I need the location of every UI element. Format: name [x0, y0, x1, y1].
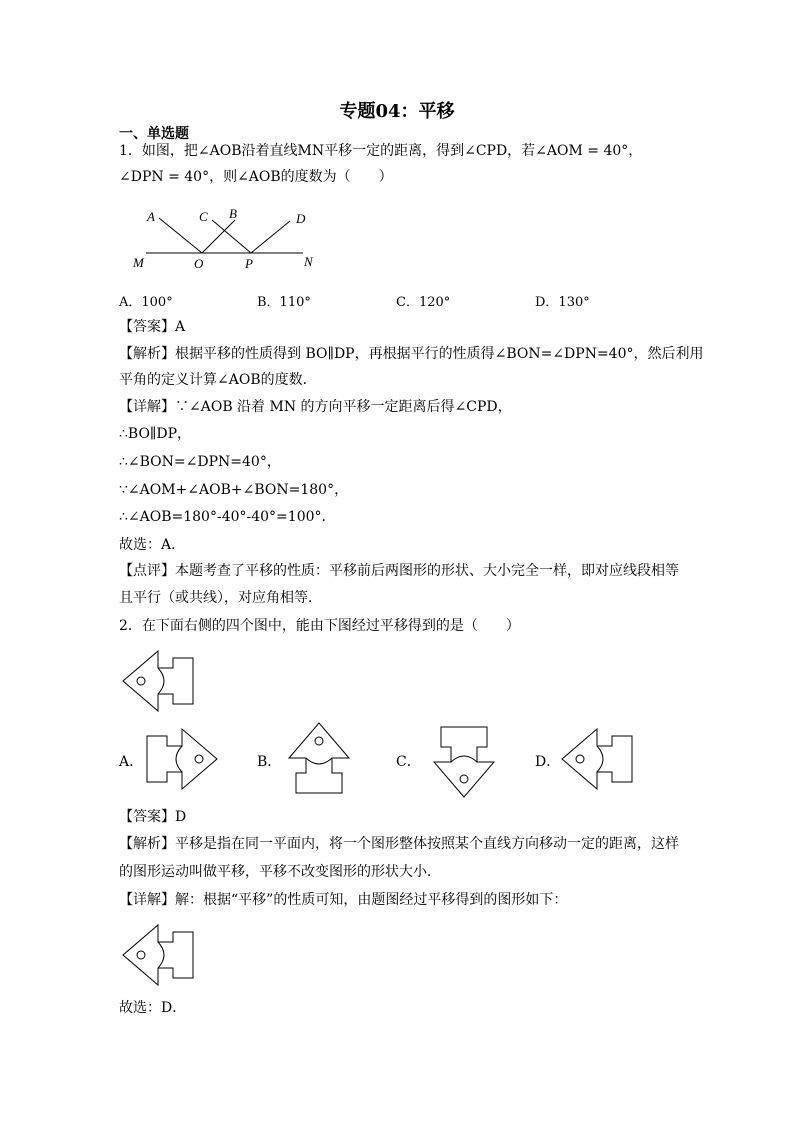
q1-detail-line4: ∵∠AOM+∠AOB+∠BON=180°， — [119, 482, 349, 498]
q2-option-a-label: A． — [119, 754, 144, 770]
q1-detail-line5: ∴∠AOB=180°-40°-40°=100°． — [119, 509, 336, 525]
q1-stem-line1: 1．如图，把∠AOB沿着直线MN平移一定的距离，得到∠CPD，若∠AOM = 40°， — [119, 143, 643, 159]
q1-option-b: B．110° — [257, 295, 311, 310]
q2-original-figure — [122, 650, 194, 712]
q2-stem: 2．在下面右侧的四个图中，能由下图经过平移得到的是（ ） — [119, 618, 520, 634]
q1-answer: 【答案】A — [119, 319, 186, 335]
q2-option-c-label: C． — [396, 754, 421, 770]
q1-figure — [128, 206, 328, 272]
q2-option-a-figure — [146, 728, 218, 790]
q2-result-figure — [122, 924, 194, 986]
q1-detail-line1: 【详解】∵∠AOB 沿着 MN 的方向平移一定距离后得∠CPD， — [119, 399, 512, 415]
ray-oa — [159, 218, 202, 253]
q1-analysis-line2: 平角的定义计算∠AOB的度数． — [119, 372, 317, 388]
q2-detail: 【详解】解：根据“平移”的性质可知，由题图经过平移得到的图形如下： — [119, 892, 568, 908]
label-d: D — [296, 211, 306, 226]
q2-answer: 【答案】D — [119, 809, 187, 825]
label-p: P — [245, 256, 253, 271]
label-m: M — [133, 255, 144, 270]
label-n: N — [304, 254, 313, 269]
q2-conclusion: 故选：D． — [119, 1000, 187, 1016]
label-a: A — [147, 209, 155, 224]
q1-stem-line2: ∠DPN = 40°，则∠AOB的度数为（ ） — [119, 169, 393, 185]
q2-analysis-line1: 【解析】平移是指在同一平面内，将一个图形整体按照某个直线方向移动一定的距离，这样 — [119, 836, 679, 852]
q1-detail-line2: ∴BO∥DP， — [119, 426, 192, 442]
q2-option-b-figure — [286, 722, 350, 796]
q1-option-d: D．130° — [535, 295, 590, 310]
q1-analysis-line1: 【解析】根据平移的性质得到 BO∥DP，再根据平行的性质得∠BON=∠DPN=40°，然后利用 — [119, 346, 704, 362]
q2-option-b-label: B． — [257, 754, 282, 770]
q2-option-d-label: D． — [535, 754, 561, 770]
q1-detail-line3: ∴∠BON=∠DPN=40°， — [119, 454, 281, 470]
label-b: B — [229, 206, 237, 221]
ray-pd — [251, 221, 290, 253]
q1-option-c: C．120° — [396, 295, 451, 310]
page-title: 专题04：平移 — [339, 101, 455, 122]
q2-analysis-line2: 的图形运动叫做平移，平移不改变图形的形状大小． — [119, 864, 441, 880]
q1-comment-line2: 且平行（或共线），对应角相等． — [119, 590, 322, 606]
q2-option-d-figure — [561, 728, 633, 790]
label-o: O — [194, 256, 204, 271]
q1-option-a: A．100° — [119, 295, 173, 310]
section-heading: 一、单选题 — [119, 126, 189, 142]
label-c: C — [199, 209, 208, 224]
q1-comment-line1: 【点评】本题考查了平移的性质：平移前后两图形的形状、大小完全一样，即对应线段相等 — [119, 563, 679, 579]
q2-option-c-figure — [433, 724, 497, 798]
q1-detail-line6: 故选：A． — [119, 537, 186, 553]
